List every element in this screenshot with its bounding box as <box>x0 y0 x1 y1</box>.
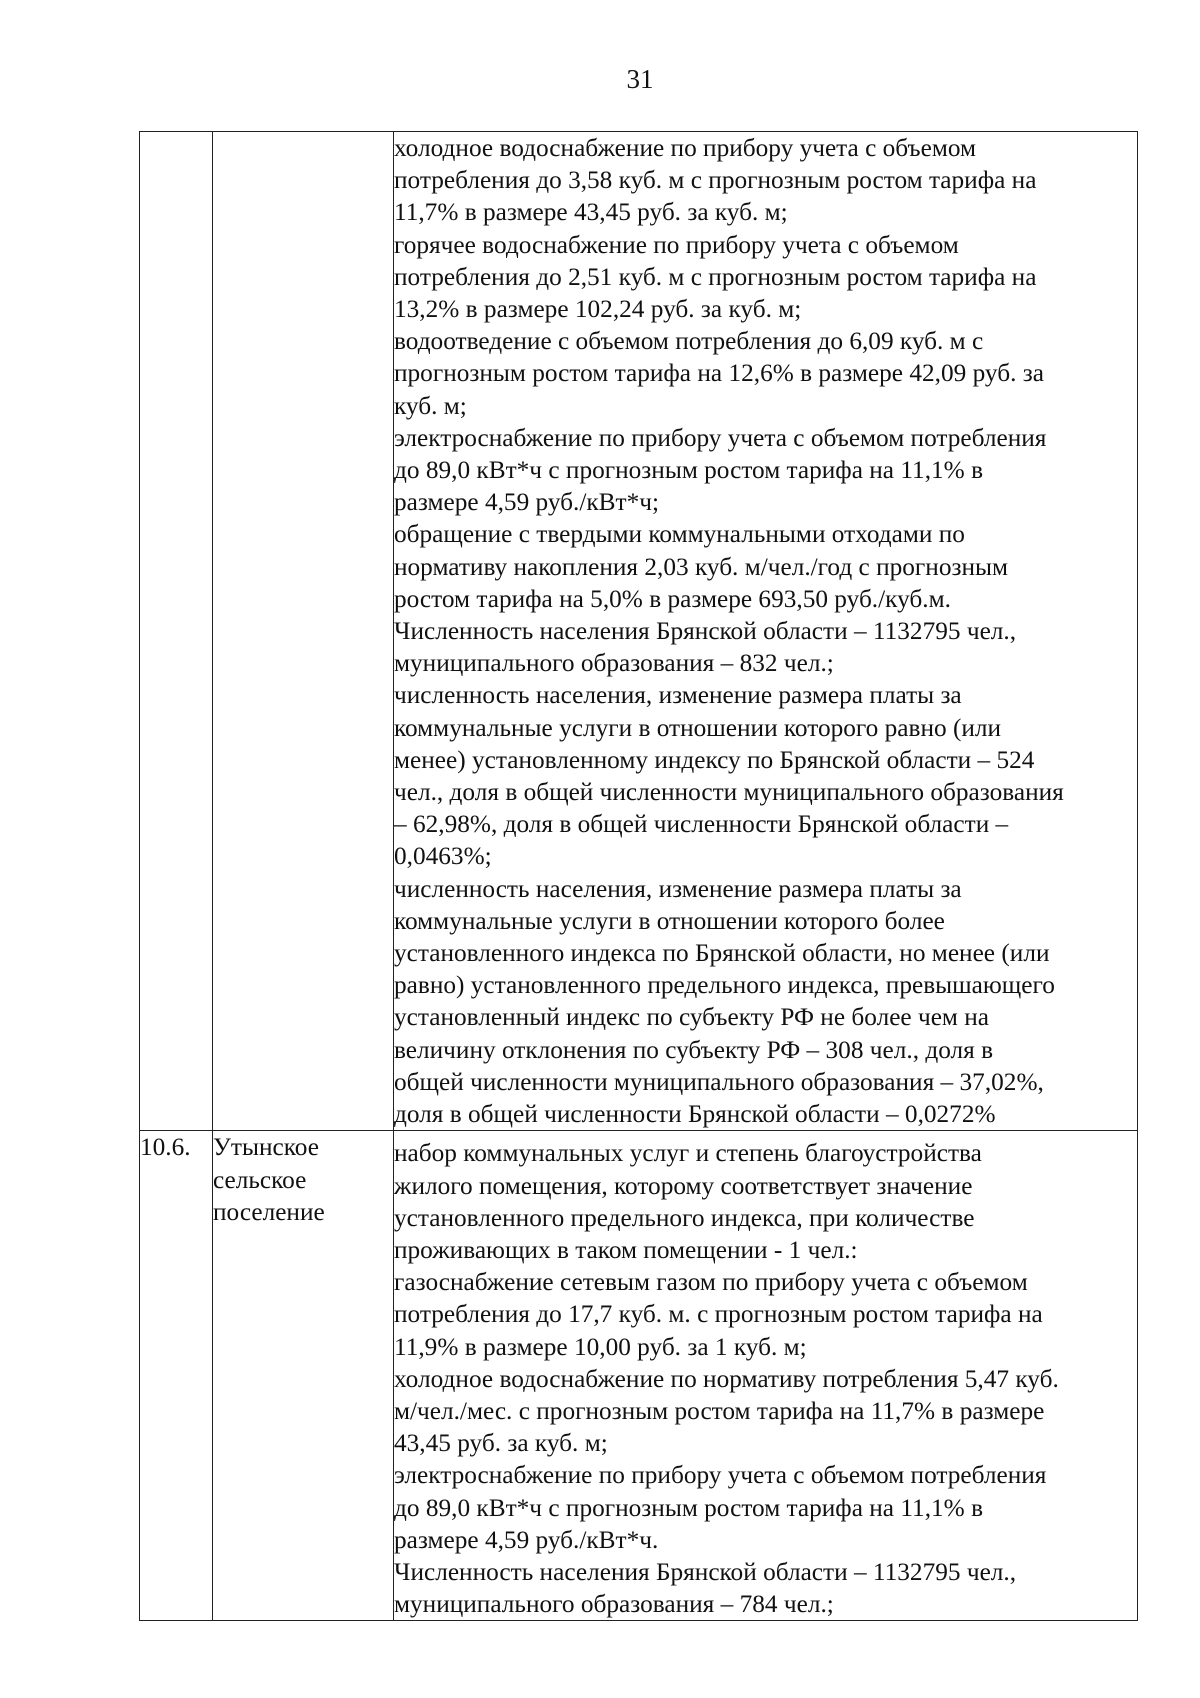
text-line: потребления до 2,51 куб. м с прогнозным ростом тарифа на <box>394 262 1037 291</box>
description-cell <box>394 132 1138 1131</box>
text-line: набор коммунальных услуг и степень благоустройства <box>394 1139 982 1168</box>
text-line: размере 4,59 руб./кВт*ч. <box>394 1525 659 1554</box>
text-line: коммунальные услуги в отношении которого более <box>394 906 945 935</box>
text-line: муниципального образования – 832 чел.; <box>394 649 834 678</box>
text-line: установленного индекса по Брянской области, но менее (или <box>394 939 1050 968</box>
text-line: м/чел./мес. с прогнозным ростом тарифа на 11,7% в размере <box>394 1396 1045 1425</box>
row-number-cell: 10.6. <box>140 1131 213 1621</box>
text-line: Численность населения Брянской области – 1132795 чел., <box>394 617 1017 646</box>
text-line: холодное водоснабжение по прибору учета с объемом <box>394 134 977 162</box>
text-line: коммунальные услуги в отношении которого равно (или <box>394 713 1002 742</box>
text-line: водоотведение с объемом потребления до 6,09 куб. м с <box>394 327 984 356</box>
text-line: величину отклонения по субъекту РФ – 308 чел., доля в <box>394 1035 994 1064</box>
municipality-name-line: Утынское <box>213 1133 319 1162</box>
text-line: численность населения, изменение размера платы за <box>394 874 962 903</box>
text-line: до 89,0 кВт*ч с прогнозным ростом тарифа на 11,1% в <box>394 456 984 485</box>
text-line: газоснабжение сетевым газом по прибору учета с объемом <box>394 1268 1028 1297</box>
text-line: потребления до 17,7 куб. м. с прогнозным ростом тарифа на <box>394 1300 1043 1329</box>
text-line: нормативу накопления 2,03 куб. м/чел./год с прогнозным <box>394 552 1009 581</box>
text-line: размере 4,59 руб./кВт*ч; <box>394 488 660 517</box>
municipality-name-line: поселение <box>213 1197 325 1226</box>
text-line: куб. м; <box>394 391 467 420</box>
description-cell <box>394 1131 1138 1621</box>
municipality-name-line: сельское <box>213 1165 307 1194</box>
text-line: электроснабжение по прибору учета с объемом потребления <box>394 1461 1047 1490</box>
text-line: 11,9% в размере 10,00 руб. за 1 куб. м; <box>394 1332 807 1361</box>
text-line: – 62,98%, доля в общей численности Брянской области – <box>394 810 1009 839</box>
text-line: 13,2% в размере 102,24 руб. за куб. м; <box>394 295 802 324</box>
page-number: 31 <box>626 64 654 94</box>
text-line: доля в общей численности Брянской области – 0,0272% <box>394 1100 996 1129</box>
text-line: прогнозным ростом тарифа на 12,6% в размере 42,09 руб. за <box>394 359 1044 388</box>
row-number-cell <box>140 132 213 1131</box>
municipality-name-cell <box>213 132 394 1131</box>
text-line: до 89,0 кВт*ч с прогнозным ростом тарифа на 11,1% в <box>394 1493 984 1522</box>
text-line: потребления до 3,58 куб. м с прогнозным ростом тарифа на <box>394 166 1037 195</box>
text-line: холодное водоснабжение по нормативу потребления 5,47 куб. <box>394 1364 1059 1393</box>
text-line: ростом тарифа на 5,0% в размере 693,50 руб./куб.м. <box>394 584 951 613</box>
text-line: 0,0463%; <box>394 842 492 871</box>
text-line: жилого помещения, которому соответствует значение <box>394 1171 973 1200</box>
text-line: проживающих в таком помещении - 1 чел.: <box>394 1235 858 1264</box>
text-line: электроснабжение по прибору учета с объемом потребления <box>394 423 1047 452</box>
text-line: муниципального образования – 784 чел.; <box>394 1590 834 1619</box>
table-row <box>140 1131 1138 1621</box>
text-line: общей численности муниципального образования – 37,02%, <box>394 1067 1044 1096</box>
text-line: обращение с твердыми коммунальными отходами по <box>394 520 965 549</box>
text-line: 11,7% в размере 43,45 руб. за куб. м; <box>394 198 788 227</box>
text-line: Численность населения Брянской области – 1132795 чел., <box>394 1557 1017 1586</box>
text-line: менее) установленному индексу по Брянской области – 524 <box>394 745 1035 774</box>
text-line: 43,45 руб. за куб. м; <box>394 1429 608 1458</box>
text-line: установленный индекс по субъекту РФ не более чем на <box>394 1003 990 1032</box>
tariff-table <box>139 131 1138 1621</box>
text-line: горячее водоснабжение по прибору учета с объемом <box>394 230 959 259</box>
text-line: установленного предельного индекса, при количестве <box>394 1203 975 1232</box>
text-line: равно) установленного предельного индекса, превышающего <box>394 971 1055 1000</box>
table-row <box>140 132 1138 1131</box>
text-line: численность населения, изменение размера платы за <box>394 681 962 710</box>
municipality-name-cell <box>213 1131 394 1621</box>
text-line: чел., доля в общей численности муниципального образования <box>394 778 1064 807</box>
